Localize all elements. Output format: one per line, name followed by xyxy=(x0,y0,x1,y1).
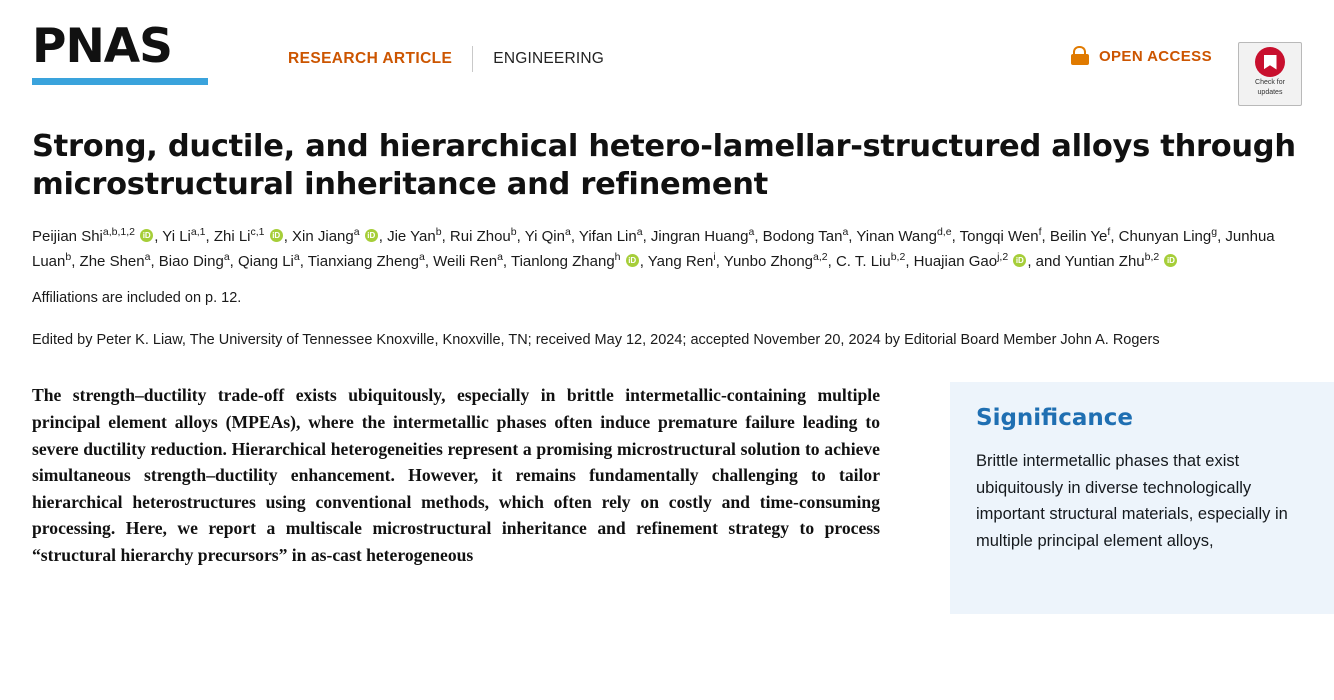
article-type-label[interactable]: RESEARCH ARTICLE xyxy=(288,50,453,67)
pnas-logo-text: PNAS xyxy=(32,19,173,74)
author-list: Peijian Shi$^{a,b,1,2}$ iD , Yi Li$^{a,1}$, Zhi Li$^{c,1}$ iD , Xin Jiang$^a$ iD , Jie Yan$^b$, Rui Zhou$^b$, Yi Qin$^a$, Yifan Lin$^a$, Jingran Huang$^a$, Bodong Tan$^a$, Yinan Wang$^{d,e}$, Tongqi Wen$^f$, Beilin Ye$^f$, Chunyan Ling$^g$, Junhua Luan$^b$, Zhe Shen$^a$, Biao Ding$^a$, Qiang Li$^a$, Tianxiang Zheng$^a$, Weili Ren$^a$, Tianlong Zhang$^h$ iD , Yang Ren$^i$, Yunbo Zhong$^{a,2}$, C. T. Liu$^{b,2}$, Huajian Gao$^{j,2}$ iD , and Yuntian Zhu$^{b,2}$ iD xyxy=(32,224,1302,274)
abstract-text: The strength–ductility trade-off exists ubiquitously, especially in brittle intermetallic-containing multiple principal element alloys (MPEAs), where the intermetallic phases often induce premature failure leading to severe ductility reduction. Hierarchical heterogeneities represent a promising microstructural solution to achieve simultaneous strength–ductility enhancement. However, it remains fundamentally challenging to tailor hierarchical heterostructures using conventional methods, which often rely on costly and time-consuming processing. Here, we report a multiscale microstructural inheritance and refinement strategy to process “structural hierarchy precursors” in as-cast heterogeneous xyxy=(32,385,880,565)
label-divider xyxy=(472,46,473,72)
significance-text: Brittle intermetallic phases that exist ubiquitously in diverse technologically important structural materials, especially in multiple principal element alloys, xyxy=(976,452,1288,550)
orcid-icon[interactable] xyxy=(626,254,639,267)
pnas-logo[interactable] xyxy=(32,19,218,85)
article-body xyxy=(32,382,1302,614)
header-right xyxy=(1070,42,1302,106)
header-labels xyxy=(288,46,1070,72)
logo-underline xyxy=(32,78,208,85)
check-updates-line1: Check for xyxy=(1255,79,1285,86)
crossmark-icon xyxy=(1255,47,1285,77)
orcid-icon[interactable] xyxy=(1013,254,1026,267)
check-for-updates-button[interactable] xyxy=(1238,42,1302,106)
check-updates-line2: updates xyxy=(1257,89,1283,96)
page-header xyxy=(32,0,1302,96)
subject-label[interactable]: ENGINEERING xyxy=(493,50,604,67)
open-lock-icon xyxy=(1070,46,1090,66)
edited-by-note: Edited by Peter K. Liaw, The University of Tennessee Knoxville, Knoxville, TN; received May 12, 2024; accepted November 20, 2024 by Editorial Board Member John A. Rogers xyxy=(32,332,1160,349)
significance-box xyxy=(950,382,1334,614)
orcid-icon[interactable] xyxy=(365,229,378,242)
open-access-badge[interactable] xyxy=(1070,46,1212,66)
orcid-icon[interactable] xyxy=(270,229,283,242)
page-title: Strong, ductile, and hierarchical hetero-lamellar-structured alloys through microstructural inheritance and refinement xyxy=(32,129,1296,202)
significance-title: Significance xyxy=(976,405,1133,432)
orcid-icon[interactable] xyxy=(140,229,153,242)
orcid-icon[interactable] xyxy=(1164,254,1177,267)
affiliation-note: Affiliations are included on p. 12. xyxy=(32,290,242,307)
open-access-label: OPEN ACCESS xyxy=(1098,47,1212,65)
